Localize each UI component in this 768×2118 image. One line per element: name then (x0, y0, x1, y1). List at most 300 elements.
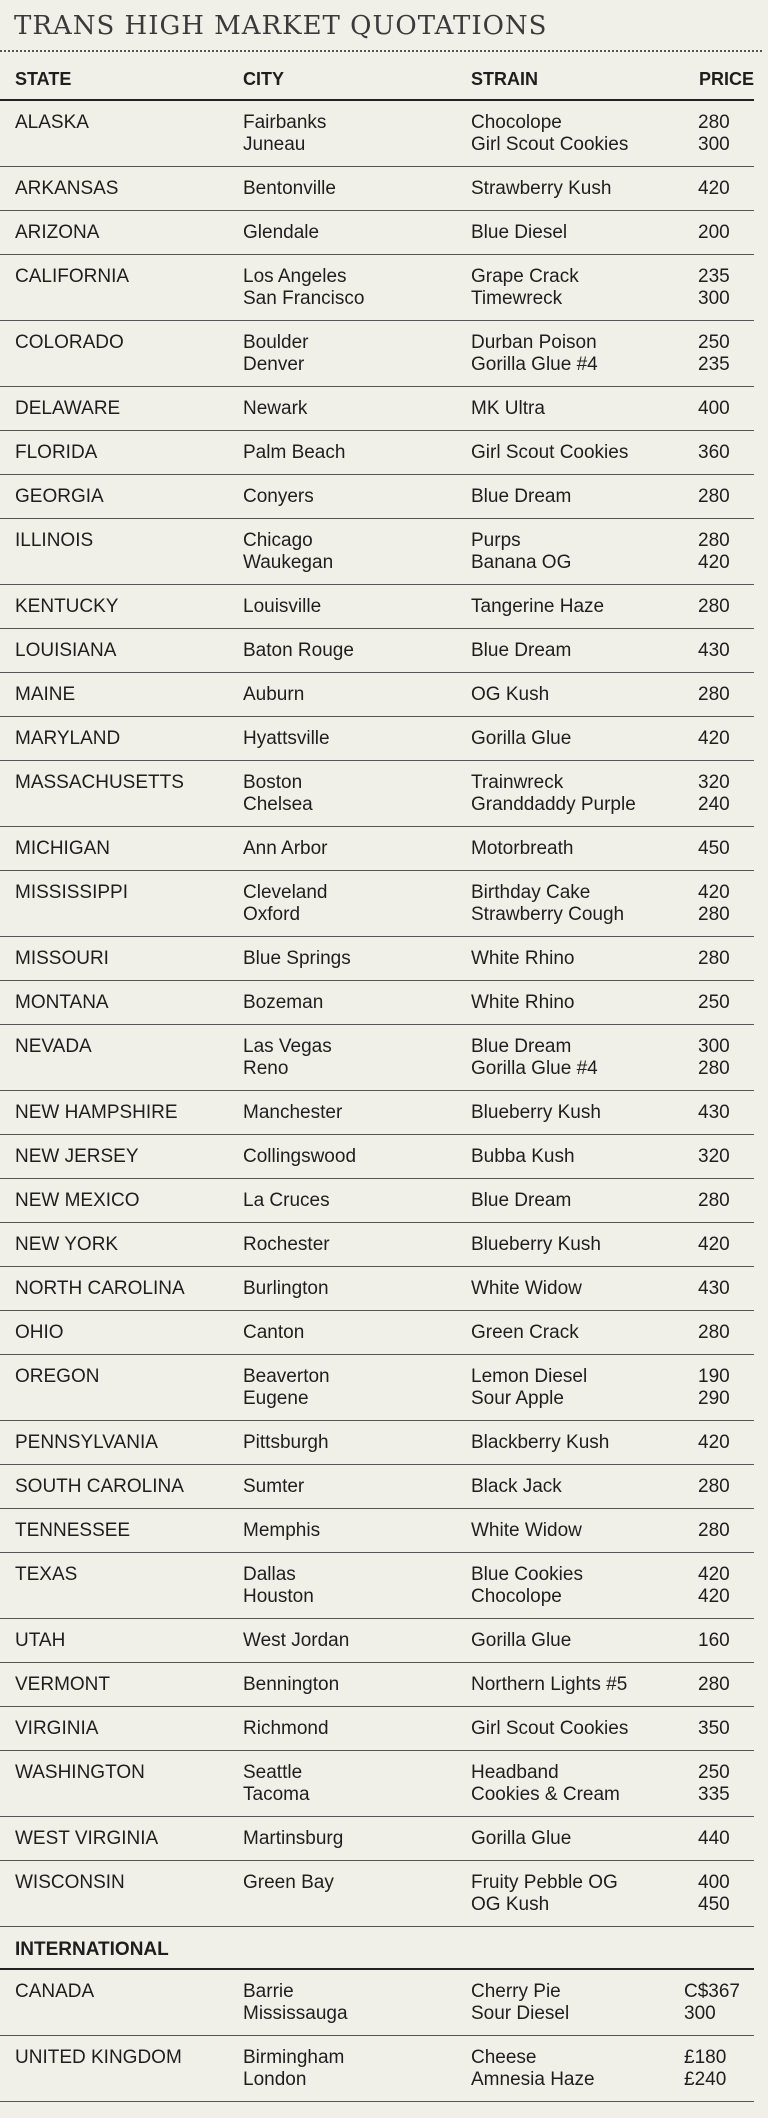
strain-value: Girl Scout Cookies (471, 134, 629, 155)
strain-cell (471, 1278, 582, 1300)
city-cell (243, 684, 304, 706)
state-cell (15, 1828, 158, 1850)
price-value: 430 (698, 1102, 730, 1123)
strain-value: Lemon Diesel (471, 1366, 588, 1387)
table-row (0, 1135, 754, 1179)
price-cell (698, 332, 738, 376)
strain-value: Girl Scout Cookies (471, 442, 629, 463)
header-price: PRICE (698, 69, 754, 89)
price-cell (698, 1234, 738, 1256)
strain-cell (471, 1981, 569, 2025)
city-value: Baton Rouge (243, 640, 354, 661)
city-cell (243, 398, 307, 420)
price-value: 280 (698, 904, 730, 925)
price-value: 280 (698, 1520, 730, 1541)
state-cell (15, 1278, 185, 1300)
strain-cell (471, 1564, 583, 1608)
table-row (0, 1223, 754, 1267)
table-row (0, 1817, 754, 1861)
strain-value: Black Jack (471, 1476, 562, 1497)
price-cell (698, 442, 738, 464)
city-value: Seattle (243, 1762, 303, 1783)
state-name: MAINE (15, 684, 76, 705)
city-cell (243, 1872, 334, 1916)
state-cell (15, 1872, 125, 1894)
price-cell (698, 640, 738, 662)
state-cell (15, 640, 116, 662)
price-value: 350 (698, 1718, 730, 1739)
city-value: Pittsburgh (243, 1432, 329, 1453)
price-value: 280 (698, 596, 730, 617)
strain-value: OG Kush (471, 1894, 550, 1915)
price-cell (698, 486, 738, 508)
city-cell (243, 1476, 304, 1498)
city-value: Houston (243, 1586, 314, 1607)
strain-cell (471, 1234, 601, 1256)
state-cell (15, 1476, 184, 1498)
international-section-header (0, 1927, 754, 1970)
strain-cell (471, 1872, 618, 1916)
strain-cell (471, 1432, 609, 1454)
state-cell (15, 1630, 65, 1652)
state-name: NEW YORK (15, 1234, 119, 1255)
state-name: NEW HAMPSHIRE (15, 1102, 178, 1123)
table-row (0, 761, 754, 827)
strain-cell (471, 640, 571, 662)
strain-cell (471, 728, 571, 750)
strain-cell (471, 1476, 562, 1498)
city-cell (243, 596, 321, 618)
strain-value: OG Kush (471, 684, 550, 705)
strain-value: Blue Dream (471, 486, 572, 507)
state-cell (15, 838, 110, 860)
strain-value: White Widow (471, 1278, 582, 1299)
strain-value: Gorilla Glue #4 (471, 1058, 598, 1079)
city-value: Cleveland (243, 882, 328, 903)
state-name: MARYLAND (15, 728, 121, 749)
table-row (0, 981, 754, 1025)
strain-value: Strawberry Cough (471, 904, 625, 925)
table-row (0, 1311, 754, 1355)
city-value: Newark (243, 398, 308, 419)
table-row (0, 1553, 754, 1619)
state-name: LOUISIANA (15, 640, 117, 661)
strain-value: Cherry Pie (471, 1981, 561, 2002)
price-value: 280 (698, 486, 730, 507)
city-cell (243, 1366, 330, 1410)
city-value: Conyers (243, 486, 314, 507)
city-cell (243, 640, 354, 662)
city-cell (243, 948, 351, 970)
city-cell (243, 1520, 320, 1542)
table-row (0, 1465, 754, 1509)
city-value: Barrie (243, 1981, 294, 2002)
state-cell (15, 1718, 98, 1740)
table-header (0, 52, 754, 101)
price-cell (698, 882, 738, 926)
price-value: 280 (698, 1322, 730, 1343)
price-cell (698, 1432, 738, 1454)
table-row (0, 255, 754, 321)
strain-cell (471, 1036, 598, 1080)
strain-cell (471, 684, 549, 706)
header-state: STATE (15, 69, 72, 89)
city-cell (243, 1762, 310, 1806)
price-value: 300 (698, 134, 730, 155)
state-cell (15, 1102, 178, 1124)
table-row (0, 1663, 754, 1707)
header-strain: STRAIN (471, 69, 538, 89)
city-cell (243, 1036, 332, 1080)
price-value: 420 (698, 728, 730, 749)
price-value: 190 (698, 1366, 730, 1387)
table-row (0, 167, 754, 211)
price-value: 420 (698, 882, 730, 903)
strain-cell (471, 266, 579, 310)
price-cell (698, 728, 738, 750)
price-cell (698, 1102, 738, 1124)
state-name: ILLINOIS (15, 530, 94, 551)
price-value: 250 (698, 1762, 730, 1783)
city-value: Ann Arbor (243, 838, 328, 859)
city-cell (243, 838, 328, 860)
strain-cell (471, 222, 567, 244)
state-cell (15, 266, 129, 288)
state-name: WASHINGTON (15, 1762, 145, 1783)
state-cell (15, 486, 104, 508)
state-cell (15, 596, 118, 618)
state-name: CALIFORNIA (15, 266, 130, 287)
price-value: 320 (698, 1146, 730, 1167)
city-cell (243, 1102, 342, 1124)
price-cell (698, 1564, 738, 1608)
city-cell (243, 1278, 329, 1300)
strain-value: White Rhino (471, 992, 575, 1013)
price-cell (698, 1674, 738, 1696)
state-cell (15, 112, 89, 134)
price-value: 335 (698, 1784, 730, 1805)
price-value: 420 (698, 1586, 730, 1607)
strain-value: Chocolope (471, 112, 562, 133)
strain-cell (471, 1718, 628, 1740)
strain-cell (471, 1102, 601, 1124)
table-row (0, 1707, 754, 1751)
state-cell (15, 530, 93, 552)
strain-value: White Rhino (471, 948, 575, 969)
strain-value: Blueberry Kush (471, 1234, 601, 1255)
city-value: Martinsburg (243, 1828, 344, 1849)
state-cell (15, 1564, 77, 1586)
city-value: Louisville (243, 596, 322, 617)
city-cell (243, 1432, 329, 1454)
strain-cell (471, 596, 604, 618)
price-cell (698, 222, 738, 244)
header-city: CITY (243, 69, 285, 89)
strain-cell (471, 486, 571, 508)
city-value: Eugene (243, 1388, 309, 1409)
page-title: TRANS HIGH MARKET QUOTATIONS (14, 11, 548, 41)
strain-value: Timewreck (471, 288, 563, 309)
city-value: Sumter (243, 1476, 305, 1497)
city-cell (243, 530, 333, 574)
city-value: Fairbanks (243, 112, 327, 133)
city-value: Hyattsville (243, 728, 330, 749)
state-name: MONTANA (15, 992, 109, 1013)
strain-value: Granddaddy Purple (471, 794, 636, 815)
city-cell (243, 112, 326, 156)
city-cell (243, 486, 314, 508)
strain-value: Trainwreck (471, 772, 564, 793)
strain-cell (471, 948, 575, 970)
table-row (0, 2036, 754, 2102)
price-cell (698, 1190, 738, 1212)
table-row (0, 1619, 754, 1663)
strain-value: Cheese (471, 2047, 537, 2068)
price-value: 250 (698, 332, 730, 353)
international-label: INTERNATIONAL (15, 1939, 169, 1960)
state-cell (15, 222, 99, 244)
strain-cell (471, 1190, 571, 1212)
price-value: 290 (698, 1388, 730, 1409)
strain-value: Chocolope (471, 1586, 562, 1607)
city-value: West Jordan (243, 1630, 350, 1651)
city-value: Oxford (243, 904, 301, 925)
strain-cell (471, 398, 545, 420)
state-name: MISSOURI (15, 948, 109, 969)
city-value: Auburn (243, 684, 305, 705)
price-value: 280 (698, 948, 730, 969)
city-value: Chelsea (243, 794, 313, 815)
price-cell (698, 1322, 738, 1344)
strain-value: Blue Diesel (471, 222, 568, 243)
price-cell (698, 596, 738, 618)
table-row (0, 937, 754, 981)
state-cell (15, 1674, 110, 1696)
city-value: Tacoma (243, 1784, 310, 1805)
strain-value: Green Crack (471, 1322, 579, 1343)
international-table-body (0, 1970, 768, 2102)
strain-value: Blue Dream (471, 1190, 572, 1211)
state-name: ARKANSAS (15, 178, 119, 199)
state-cell (15, 728, 120, 750)
strain-value: Motorbreath (471, 838, 574, 859)
city-cell (243, 1322, 304, 1344)
state-name: PENNSYLVANIA (15, 1432, 158, 1453)
price-cell (698, 178, 738, 200)
price-value: 450 (698, 1894, 730, 1915)
price-value: 280 (698, 684, 730, 705)
strain-cell (471, 2047, 595, 2091)
state-name: TENNESSEE (15, 1520, 131, 1541)
state-name: KENTUCKY (15, 596, 119, 617)
table-row (0, 1861, 754, 1927)
price-cell (698, 838, 738, 860)
state-name: NEW JERSEY (15, 1146, 139, 1167)
table-row (0, 827, 754, 871)
city-cell (243, 222, 319, 244)
table-row (0, 1970, 754, 2036)
city-value: Manchester (243, 1102, 343, 1123)
title-bar (0, 0, 762, 52)
state-cell (15, 1762, 145, 1784)
state-name: VERMONT (15, 1674, 110, 1695)
strain-cell (471, 1366, 587, 1410)
strain-cell (471, 332, 598, 376)
city-cell (243, 1146, 356, 1168)
city-value: Denver (243, 354, 305, 375)
city-cell (243, 992, 323, 1014)
price-cell (698, 1762, 738, 1806)
price-value: 420 (698, 1432, 730, 1453)
strain-cell (471, 178, 611, 200)
state-name: FLORIDA (15, 442, 98, 463)
strain-value: Banana OG (471, 552, 572, 573)
price-cell (698, 948, 738, 970)
strain-value: Birthday Cake (471, 882, 591, 903)
state-name: NORTH CAROLINA (15, 1278, 185, 1299)
table-row (0, 1179, 754, 1223)
price-value: 320 (698, 772, 730, 793)
city-cell (243, 332, 309, 376)
price-value: 420 (698, 1234, 730, 1255)
table-row (0, 717, 754, 761)
strain-cell (471, 1828, 571, 1850)
city-value: Green Bay (243, 1872, 334, 1893)
state-name: OREGON (15, 1366, 100, 1387)
table-row (0, 475, 754, 519)
strain-cell (471, 1520, 582, 1542)
city-cell (243, 728, 330, 750)
city-value: Juneau (243, 134, 306, 155)
price-cell (698, 1718, 738, 1740)
price-cell (698, 772, 738, 816)
city-cell (243, 882, 328, 926)
table-row (0, 673, 754, 717)
price-value: 235 (698, 266, 730, 287)
price-cell (698, 992, 738, 1014)
price-value: £180 (684, 2047, 727, 2068)
strain-cell (471, 992, 575, 1014)
state-name: WISCONSIN (15, 1872, 125, 1893)
city-cell (243, 1630, 349, 1652)
state-cell (15, 442, 97, 464)
state-name: CANADA (15, 1981, 95, 2002)
strain-value: Northern Lights #5 (471, 1674, 628, 1695)
city-cell (243, 178, 336, 200)
city-value: La Cruces (243, 1190, 330, 1211)
state-cell (15, 1322, 64, 1344)
price-value: C$367 (684, 1981, 740, 2002)
state-cell (15, 1234, 118, 1256)
state-cell (15, 948, 109, 970)
strain-value: MK Ultra (471, 398, 545, 419)
state-name: WEST VIRGINIA (15, 1828, 159, 1849)
state-cell (15, 1146, 139, 1168)
strain-value: Blue Cookies (471, 1564, 583, 1585)
strain-cell (471, 442, 628, 464)
table-row (0, 321, 754, 387)
state-cell (15, 332, 124, 354)
city-cell (243, 442, 345, 464)
price-value: 250 (698, 992, 730, 1013)
strain-value: Sour Diesel (471, 2003, 570, 2024)
strain-cell (471, 838, 573, 860)
state-name: SOUTH CAROLINA (15, 1476, 184, 1497)
price-value: 360 (698, 442, 730, 463)
price-cell (698, 684, 738, 706)
price-value: 280 (698, 1476, 730, 1497)
state-name: MASSACHUSETTS (15, 772, 184, 793)
strain-value: Headband (471, 1762, 559, 1783)
state-name: NEW MEXICO (15, 1190, 140, 1211)
table-row (0, 211, 754, 255)
price-cell (698, 1366, 738, 1410)
table-row (0, 1751, 754, 1817)
city-value: Richmond (243, 1718, 329, 1739)
table-row (0, 629, 754, 673)
strain-value: White Widow (471, 1520, 582, 1541)
city-value: Glendale (243, 222, 320, 243)
strain-value: Blueberry Kush (471, 1102, 601, 1123)
city-value: Mississauga (243, 2003, 348, 2024)
state-name: ARIZONA (15, 222, 100, 243)
strain-value: Blue Dream (471, 640, 572, 661)
city-cell (243, 1718, 329, 1740)
city-value: Bozeman (243, 992, 324, 1013)
price-value: 280 (698, 1674, 730, 1695)
city-value: Reno (243, 1058, 289, 1079)
price-value: 420 (698, 1564, 730, 1585)
price-cell (698, 1278, 738, 1300)
state-name: DELAWARE (15, 398, 121, 419)
table-row (0, 431, 754, 475)
city-value: Waukegan (243, 552, 334, 573)
price-cell (698, 530, 738, 574)
strain-value: Sour Apple (471, 1388, 564, 1409)
price-cell (698, 266, 738, 310)
price-value: 440 (698, 1828, 730, 1849)
price-value: 280 (698, 1190, 730, 1211)
price-value: 280 (698, 1058, 730, 1079)
strain-value: Grape Crack (471, 266, 579, 287)
city-value: Boulder (243, 332, 309, 353)
price-value: 450 (698, 838, 730, 859)
price-cell (698, 1872, 738, 1916)
state-name: COLORADO (15, 332, 124, 353)
price-cell (684, 2047, 750, 2091)
city-cell (243, 1564, 314, 1608)
price-value: 300 (698, 288, 730, 309)
state-name: TEXAS (15, 1564, 78, 1585)
price-value: 400 (698, 398, 730, 419)
city-value: Bennington (243, 1674, 340, 1695)
price-value: 420 (698, 552, 730, 573)
strain-cell (471, 1630, 571, 1652)
city-value: Canton (243, 1322, 305, 1343)
city-value: Bentonville (243, 178, 336, 199)
strain-value: Blackberry Kush (471, 1432, 610, 1453)
price-cell (698, 1828, 738, 1850)
city-value: Palm Beach (243, 442, 346, 463)
price-value: 200 (698, 222, 730, 243)
state-name: OHIO (15, 1322, 64, 1343)
state-name: NEVADA (15, 1036, 92, 1057)
city-cell (243, 2047, 344, 2091)
table-row (0, 519, 754, 585)
strain-value: Durban Poison (471, 332, 597, 353)
strain-value: Cookies & Cream (471, 1784, 620, 1805)
state-cell (15, 1036, 92, 1058)
